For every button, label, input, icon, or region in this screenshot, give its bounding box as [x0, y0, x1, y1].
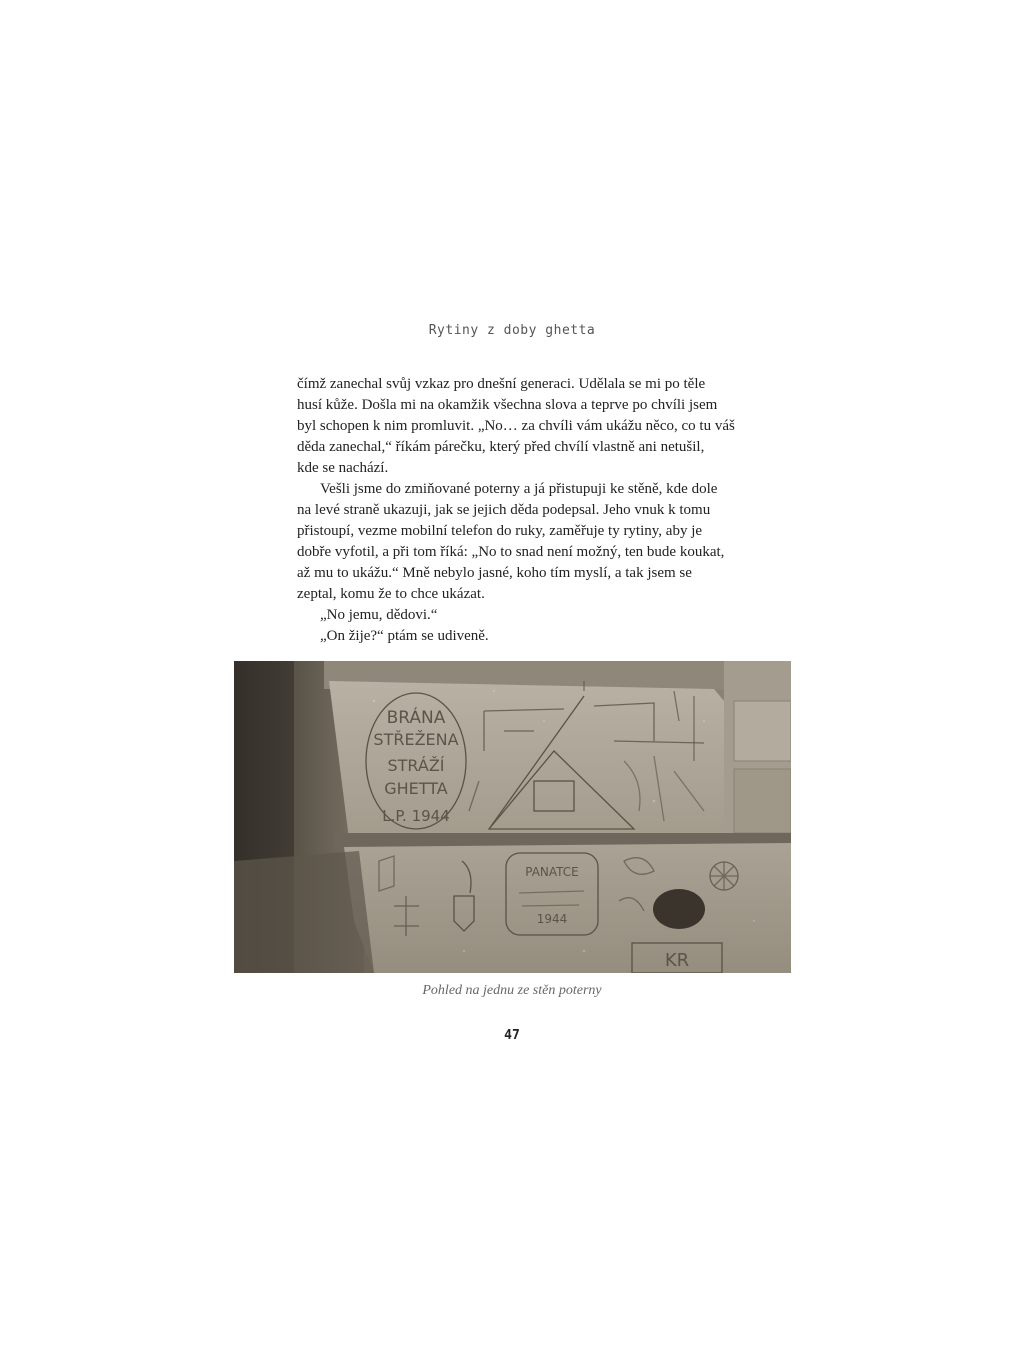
lower-box-text-1: PANATCE: [525, 865, 579, 879]
paragraph-3: [297, 605, 737, 626]
stone-wall-photo: [234, 661, 791, 973]
text-line: „No jemu, dědovi.“: [320, 607, 438, 623]
body-text: [297, 374, 737, 647]
text-line: čímž zanechal svůj vzkaz pro dnešní generaci. Udělala se mi po těle: [297, 376, 706, 392]
text-line: byl schopen k nim promluvit. „No… za chvíli vám ukážu něco, co tu váš: [297, 418, 735, 434]
carving-line-4: GHETTA: [384, 779, 448, 798]
text-line: dobře vyfotil, a při tom říká: „No to snad není možný, ten bude koukat,: [297, 544, 725, 560]
carving-line-2: STŘEŽENA: [373, 730, 459, 749]
carving-line-5: L.P. 1944: [382, 807, 450, 825]
page-number: 47: [504, 1028, 520, 1043]
text-line: zeptal, komu že to chce ukázat.: [297, 586, 485, 602]
lower-box-text-2: 1944: [536, 912, 568, 926]
paragraph-1: [297, 374, 737, 479]
text-line: děda zanechal,“ říkám párečku, který před chvílí vlastně ani netušil,: [297, 439, 705, 455]
running-head: Rytiny z doby ghetta: [428, 323, 596, 338]
figure-caption: Pohled na jednu ze stěn poterny: [422, 983, 602, 998]
text-line: přistoupí, vezme mobilní telefon do ruky, zaměřuje ty rytiny, aby je: [297, 523, 703, 539]
carved-stone-image: [234, 661, 791, 973]
text-line: „On žije?“ ptám se udiveně.: [320, 628, 489, 644]
text-line: Vešli jsme do zmiňované poterny a já přistupuji ke stěně, kde dole: [320, 481, 718, 497]
text-line: kde se nachází.: [297, 460, 389, 476]
paragraph-4: [297, 626, 737, 647]
initials-text: KR: [664, 950, 690, 971]
carving-line-3: STRÁŽÍ: [387, 756, 445, 775]
text-line: husí kůže. Došla mi na okamžik všechna slova a teprve po chvíli jsem: [297, 397, 718, 413]
paragraph-2: [297, 479, 737, 605]
text-line: až mu to ukážu.“ Mně nebylo jasné, koho tím myslí, a tak jsem se: [297, 565, 692, 581]
carving-line-1: BRÁNA: [386, 708, 446, 728]
hole-in-stone: [653, 889, 705, 929]
text-line: na levé straně ukazuji, jak se jejich děda podepsal. Jeho vnuk k tomu: [297, 502, 711, 518]
